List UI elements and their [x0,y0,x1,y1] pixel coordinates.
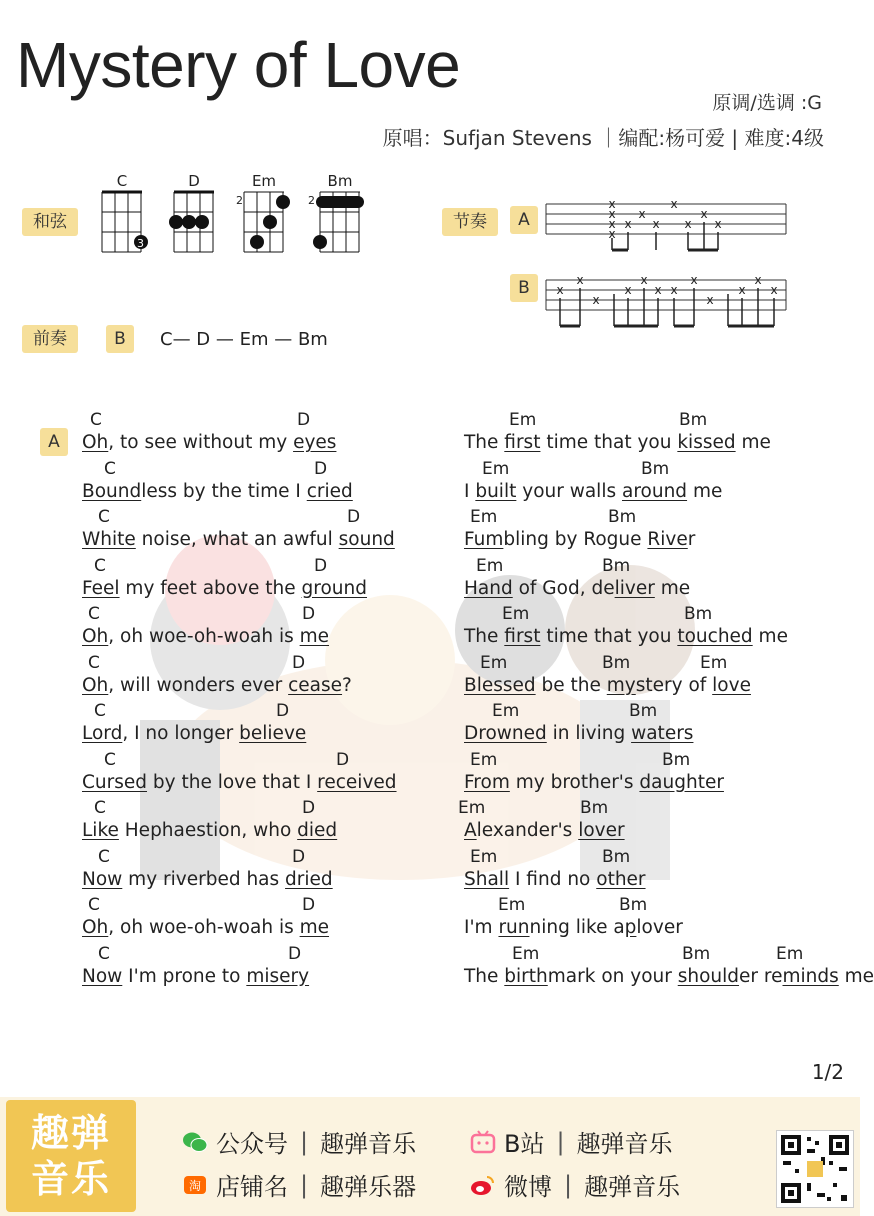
svg-text:x: x [654,283,662,297]
lyric-text: Now my riverbed has dried [82,868,333,890]
svg-text:x: x [714,217,722,231]
chord-label: C [98,507,110,527]
svg-text:淘: 淘 [188,1178,202,1193]
song-title: Mystery of Love [16,29,461,101]
chord-row [82,410,336,432]
chord-label: D [276,701,290,721]
weibo-label: 微博 [504,1173,552,1201]
chord-label: Bm [619,895,648,915]
svg-text:x: x [624,217,632,231]
verse-a-tag: A [40,428,68,456]
lyric-line-block [464,459,722,502]
chord-label: C [88,895,100,915]
svg-text:x: x [670,197,678,211]
lyric-text: Oh, will wonders ever cease? [82,674,352,696]
chord-label: D [292,652,306,673]
chord-diagram-bm [308,172,368,258]
chord-row [464,701,693,723]
lyric-line-block [464,847,646,890]
bilibili-value: 趣弹音乐 [576,1130,673,1158]
lyric-line-block [82,410,336,453]
page-number: 1/2 [811,1060,844,1084]
lyric-text: Boundless by the time I cried [82,480,353,502]
svg-text:x: x [652,217,660,231]
chord-label: Bm [641,458,670,479]
chord-label: Bm [682,943,711,964]
lyric-line-block [464,556,690,599]
svg-text:x: x [700,207,708,221]
separator: | [556,1127,565,1156]
lyric-line-block [82,653,352,696]
chord-label: Em [509,410,537,430]
chord-label: D [288,943,302,964]
chord-row [464,895,683,917]
lyric-line-block [464,750,724,793]
chord-label: Bm [608,507,637,527]
weibo-icon [470,1173,496,1197]
chord-row [82,507,395,529]
lyric-text: The first time that you touched me [464,626,788,647]
chord-label: Bm [662,749,691,770]
lyric-text: Now I'm prone to misery [82,965,310,987]
chord-label: C [98,943,110,964]
chord-label: Bm [684,604,713,624]
separator: | [564,1170,573,1199]
lyric-text: Blessed be the mystery of love [464,674,751,696]
chord-label: Bm [602,652,631,673]
finger-number: 3 [137,237,144,250]
svg-text:x: x [706,293,714,307]
chord-row [82,944,309,966]
lyric-line-block [464,507,695,550]
chord-label: Em [700,652,728,673]
chord-label: Em [776,943,804,964]
chord-label: Em [458,798,486,818]
chord-grid [240,190,292,254]
separator: | [300,1170,309,1199]
chord-label: Em [470,749,498,770]
chord-row [82,556,367,578]
svg-text:x: x [608,227,616,241]
wechat-label: 公众号 [216,1130,288,1158]
lyric-text: Cursed by the love that I received [82,771,397,793]
chord-row [464,750,724,772]
lyric-text: From my brother's daughter [464,771,724,793]
chord-row [464,653,751,675]
lyric-line-block [82,750,397,793]
taobao-icon [182,1173,208,1197]
svg-text:x: x [576,273,584,287]
svg-text:x: x [770,283,778,297]
intro-label: 前奏 [22,325,78,353]
rhythm-b-pattern [546,274,786,330]
chord-row [464,847,646,869]
chord-diagram-d [170,172,222,258]
bilibili-info [470,1124,673,1159]
chord-diagram-c [98,172,150,258]
rhythm-b-tag: B [510,274,538,302]
lyric-line-block [82,507,395,550]
lyric-line-block [464,653,751,696]
chord-name: C [116,172,128,190]
svg-text:x: x [684,217,692,231]
lyric-line-block [458,798,625,841]
chord-row [82,847,333,869]
chord-row [464,410,771,432]
lyric-line-block [464,701,693,744]
shop-value: 趣弹乐器 [320,1173,417,1201]
lyric-text: I built your walls around me [464,480,723,502]
lyric-text: White noise, what an awful sound [82,529,395,550]
chord-grid [316,190,368,254]
lyric-text: Feel my feet above the ground [82,577,368,599]
lyric-line-block [464,604,788,647]
chord-label: C [104,749,116,770]
wechat-icon [182,1130,208,1154]
lyric-text: The birthmark on your shoulder reminds me [464,965,874,987]
intro-progression: C— D — Em — Bm [160,329,328,350]
chord-label: D [347,507,361,527]
lyric-text: The first time that you kissed me [464,432,771,453]
chord-row [464,556,690,578]
chord-label: C [88,652,100,673]
chord-label: Bm [602,846,631,867]
lyric-text: Fumbling by Rogue River [464,529,696,550]
chord-label: D [297,410,311,430]
svg-text:x: x [670,283,678,297]
chord-label: C [104,458,116,479]
chord-name: Bm [327,172,353,190]
chord-label: C [98,846,110,867]
chord-label: C [94,555,106,576]
lyric-line-block [82,459,353,502]
lyric-line-block [82,847,333,890]
chord-label: Em [502,604,530,624]
svg-text:x: x [738,283,746,297]
svg-text:x: x [608,207,616,221]
lyric-text: Oh, oh woe-oh-woah is me [82,626,330,647]
brand-logo [6,1100,136,1212]
lyric-text: Hand of God, deliver me [464,577,691,599]
lyric-line-block [82,895,329,938]
chord-label: D [292,846,306,867]
chord-row [82,798,337,820]
lyric-text: Lord, I no longer believe [82,723,307,744]
chord-label: D [314,458,328,479]
intro-pattern-tag: B [106,325,134,353]
lyric-line-block [464,410,771,453]
lyric-text: Like Hephaestion, who died [82,820,338,841]
lyric-line-block [82,944,309,987]
logo-line1: 趣弹 [30,1111,111,1155]
svg-text:x: x [638,207,646,221]
chord-label: D [314,555,328,576]
svg-text:x: x [556,283,564,297]
chord-name: Em [251,172,277,190]
rhythm-label: 节奏 [442,208,498,236]
lyric-text: Drowned in living waters [464,723,694,744]
key-info: 原调/选调 :G [712,92,822,114]
chord-label: Bm [602,555,631,576]
chord-diagram-em [236,172,292,258]
lyric-text: Oh, oh woe-oh-woah is me [82,917,330,938]
bilibili-icon [470,1130,496,1154]
separator: | [300,1127,309,1156]
chord-label: Em [480,652,508,673]
svg-text:x: x [754,273,762,287]
lyric-text: Oh, to see without my eyes [82,432,337,453]
chord-label: Bm [629,701,658,721]
svg-text:x: x [608,217,616,231]
chord-label: Em [498,895,526,915]
chord-row [82,604,329,626]
chord-label: Em [476,555,504,576]
chord-label: Em [482,458,510,479]
chord-row [82,750,397,772]
credits: 原唱：Sufjan Stevens ｜编配:杨可爱 | 难度:4级 [382,126,824,150]
lyric-text: Shall I find no other [464,868,646,890]
lyric-text: Alexander's lover [464,820,625,841]
chord-label: D [302,798,316,818]
rhythm-a-pattern [546,198,786,254]
chord-label: Em [470,846,498,867]
chord-row [464,459,722,481]
chord-label: Bm [679,410,708,430]
chord-row [464,507,695,529]
wechat-value: 趣弹音乐 [320,1130,417,1158]
chord-label: Em [492,701,520,721]
chord-row [458,798,625,820]
chord-grid [170,190,222,254]
shop-label: 店铺名 [216,1173,288,1201]
chord-row [464,944,874,966]
logo-line2: 音乐 [30,1157,111,1201]
chord-label: C [90,410,102,430]
chord-label: C [88,604,100,624]
svg-text:x: x [608,197,616,211]
chord-row [464,604,788,626]
weibo-info [470,1167,680,1202]
chord-label: Bm [580,798,609,818]
bilibili-label: B站 [504,1130,545,1158]
fret-number: 2 [308,194,315,207]
chord-row [82,701,306,723]
svg-text:x: x [690,273,698,287]
fret-number: 2 [236,194,243,207]
rhythm-a-tag: A [510,206,538,234]
chord-label: D [302,604,316,624]
chord-row [82,459,353,481]
svg-text:x: x [640,273,648,287]
wechat-info [182,1124,416,1159]
svg-text:x: x [592,293,600,307]
chord-row [82,895,329,917]
chord-label: D [302,895,316,915]
lyric-line-block [82,604,329,647]
lyric-text: I'm running like aplover [464,917,683,938]
chord-row [82,653,352,675]
qr-code [776,1130,854,1208]
lyric-line-block [82,701,306,744]
chord-label: Em [512,943,540,964]
chords-label: 和弦 [22,208,78,236]
weibo-value: 趣弹音乐 [584,1173,681,1201]
lyric-line-block [464,944,874,987]
chord-label: D [336,749,350,770]
svg-text:x: x [624,283,632,297]
chord-label: C [94,798,106,818]
chord-label: C [94,701,106,721]
lyric-line-block [464,895,683,938]
shop-info [182,1167,416,1202]
chord-name: D [188,172,200,190]
lyric-line-block [82,798,337,841]
lyric-line-block [82,556,367,599]
chord-label: Em [470,507,498,527]
